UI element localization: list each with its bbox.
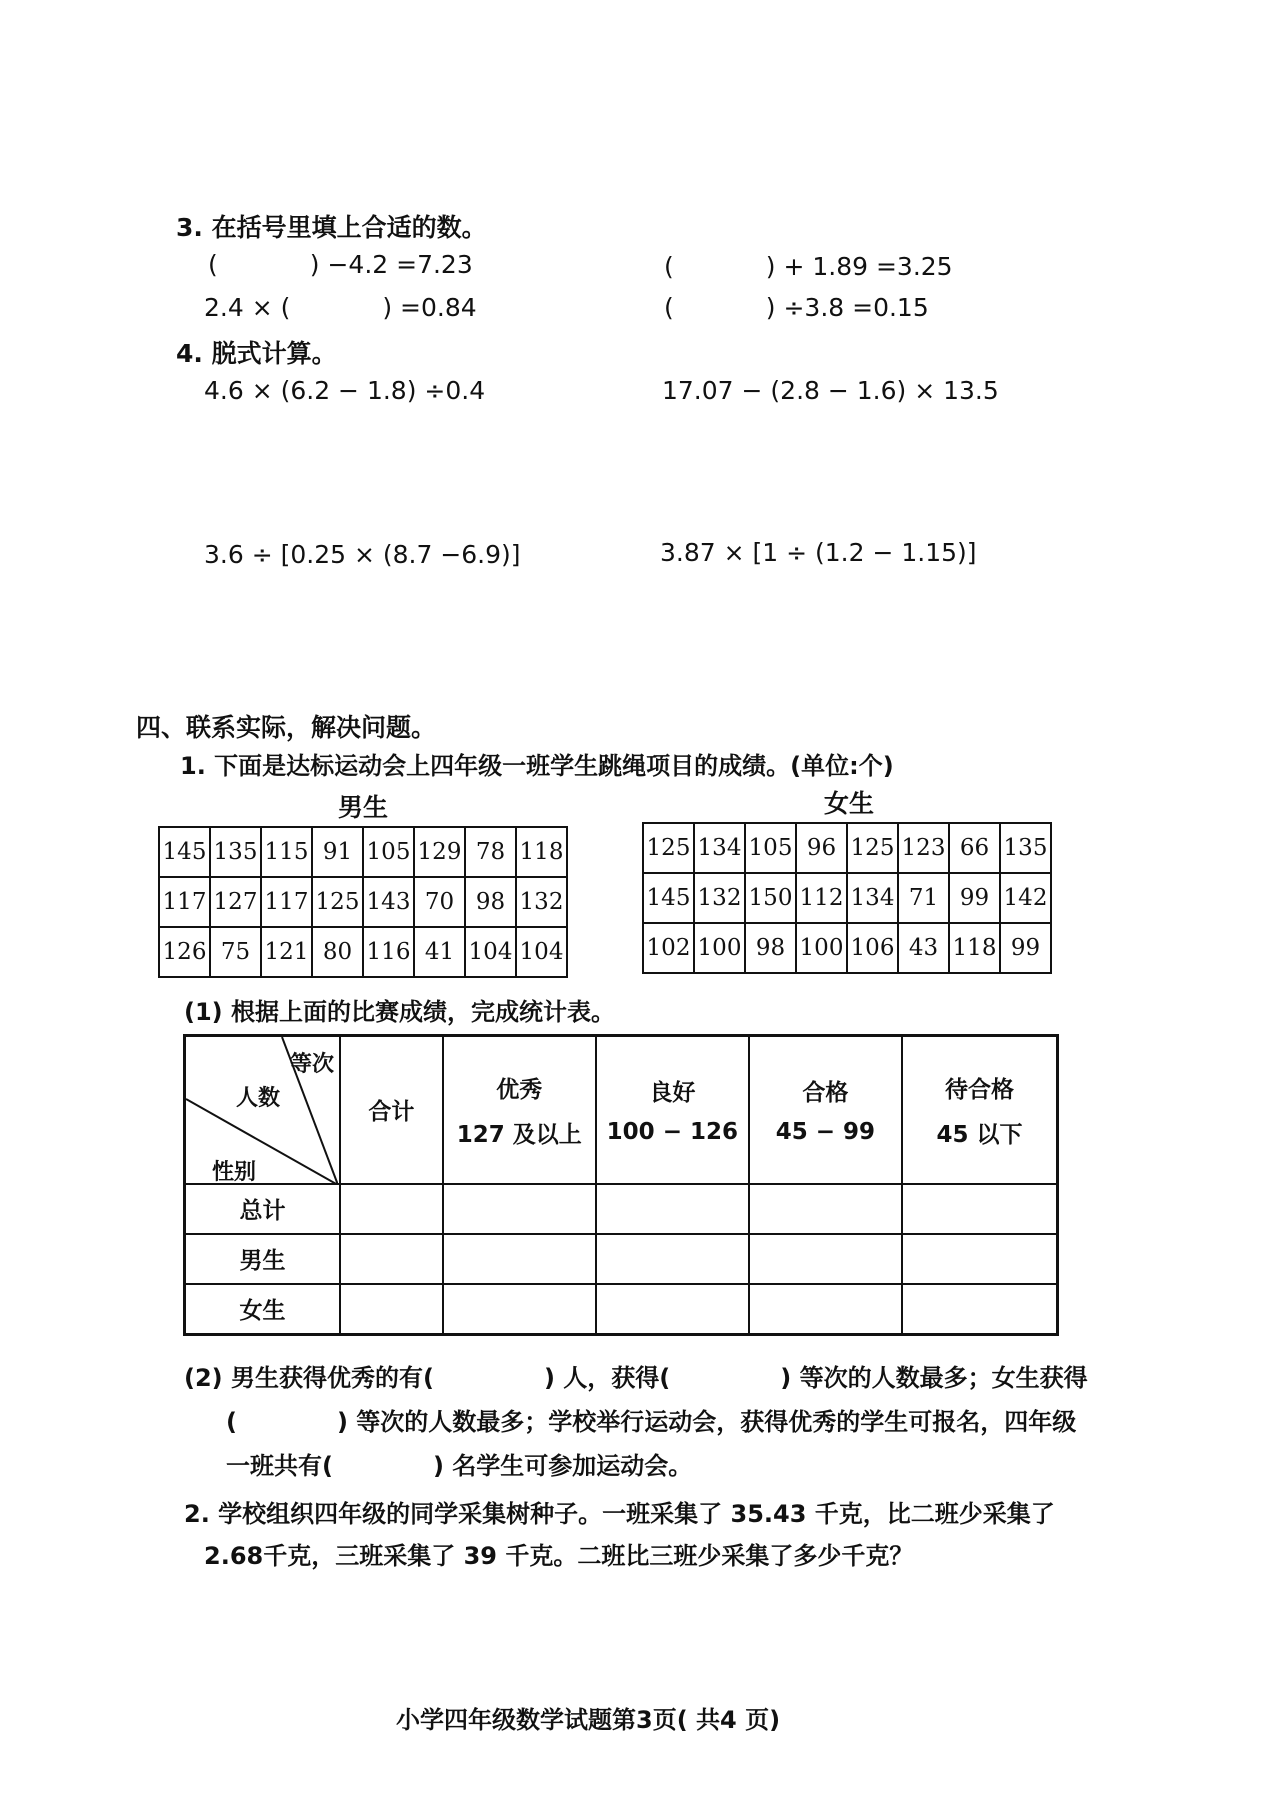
text: ) 等次的人数最多；学校举行运动会，获得优秀的学生可报名，四年级 (336, 1408, 1077, 1436)
answer-cell[interactable] (340, 1234, 443, 1284)
score-cell: 118 (949, 923, 1000, 973)
q4-expr-2: 17.07 − (2.8 − 1.6) × 13.5 (662, 376, 999, 405)
answer-cell[interactable] (749, 1234, 902, 1284)
score-cell: 121 (261, 927, 312, 977)
score-cell: 125 (847, 823, 898, 873)
col-name: 待合格 (944, 1076, 1014, 1103)
subquestion-1: (1) 根据上面的比赛成绩，完成统计表。 (184, 998, 615, 1026)
equation-rest: ) + 1.89 =3.25 (765, 252, 953, 281)
paren-open: ( (664, 252, 674, 281)
q4-expr-4: 3.87 × [1 ÷ (1.2 − 1.15)] (660, 538, 977, 567)
stat-row-boys (185, 1234, 1058, 1284)
score-cell: 125 (643, 823, 694, 873)
q4-expr-1: 4.6 × (6.2 − 1.8) ÷0.4 (204, 376, 486, 405)
score-cell: 80 (312, 927, 363, 977)
score-cell: 116 (363, 927, 414, 977)
score-cell: 70 (414, 877, 465, 927)
score-cell: 134 (694, 823, 745, 873)
answer-cell[interactable] (902, 1234, 1058, 1284)
equation-rest: ) ÷3.8 =0.15 (765, 293, 929, 322)
col-name: 良好 (649, 1080, 696, 1107)
q4-title: 4. 脱式计算。 (176, 339, 337, 368)
answer-cell[interactable] (749, 1284, 902, 1335)
answer-cell[interactable] (749, 1184, 902, 1234)
equation-prefix: 2.4 × ( (204, 293, 291, 322)
score-cell: 143 (363, 877, 414, 927)
col-range: 45 以下 (936, 1121, 1023, 1148)
score-cell: 78 (465, 827, 516, 877)
score-cell: 145 (643, 873, 694, 923)
score-cell: 105 (363, 827, 414, 877)
diag-label-level: 等次 (290, 1052, 335, 1077)
boys-label: 男生 (338, 793, 389, 822)
score-cell: 66 (949, 823, 1000, 873)
q4-expr-3: 3.6 ÷ [0.25 × (8.7 −6.9)] (204, 540, 521, 569)
col-range: 127 及以上 (456, 1121, 582, 1148)
equation-rest: ) −4.2 =7.23 (309, 250, 473, 279)
score-cell: 118 (516, 827, 567, 877)
score-cell: 145 (159, 827, 210, 877)
statistics-table (183, 1034, 1059, 1336)
stat-row-total (185, 1184, 1058, 1234)
score-cell: 98 (465, 877, 516, 927)
col-total-header: 合计 (340, 1036, 443, 1184)
score-cell: 129 (414, 827, 465, 877)
answer-cell[interactable] (340, 1284, 443, 1335)
answer-cell[interactable] (340, 1184, 443, 1234)
score-cell: 132 (516, 877, 567, 927)
girls-label: 女生 (824, 789, 875, 818)
text: 一班共有( (226, 1452, 333, 1480)
score-cell: 135 (210, 827, 261, 877)
problem1-intro: 1. 下面是达标运动会上四年级一班学生跳绳项目的成绩。(单位:个) (180, 752, 894, 780)
girls-score-table (642, 822, 1052, 974)
score-cell: 102 (643, 923, 694, 973)
score-row (159, 827, 567, 877)
score-cell: 112 (796, 873, 847, 923)
answer-cell[interactable] (596, 1234, 749, 1284)
score-cell: 91 (312, 827, 363, 877)
col-name: 优秀 (496, 1076, 543, 1103)
answer-cell[interactable] (443, 1284, 596, 1335)
q3-equation-4 (664, 293, 929, 322)
score-cell: 142 (1000, 873, 1051, 923)
problem2-line-1: 2. 学校组织四年级的同学采集树种子。一班采集了 35.43 千克，比二班少采集了 (184, 1500, 1055, 1528)
text: ) 人，获得( (543, 1364, 671, 1392)
row-label: 女生 (185, 1284, 341, 1335)
score-cell: 134 (847, 873, 898, 923)
boys-score-table (158, 826, 568, 978)
score-cell: 75 (210, 927, 261, 977)
score-cell: 117 (159, 877, 210, 927)
score-cell: 43 (898, 923, 949, 973)
score-cell: 104 (516, 927, 567, 977)
stat-row-girls (185, 1284, 1058, 1335)
q3-equation-3 (204, 293, 477, 322)
score-cell: 98 (745, 923, 796, 973)
text: (2) 男生获得优秀的有( (184, 1364, 434, 1392)
answer-cell[interactable] (443, 1184, 596, 1234)
subquestion-2-line-2 (226, 1402, 1076, 1437)
col-fail-header (902, 1036, 1058, 1184)
q3-equation-1 (208, 250, 473, 279)
score-cell: 41 (414, 927, 465, 977)
diag-label-count: 人数 (236, 1086, 281, 1111)
score-cell: 104 (465, 927, 516, 977)
score-cell: 71 (898, 873, 949, 923)
score-cell: 126 (159, 927, 210, 977)
col-excellent-header (443, 1036, 596, 1184)
text: ( (226, 1408, 237, 1436)
score-cell: 127 (210, 877, 261, 927)
score-cell: 117 (261, 877, 312, 927)
row-label: 男生 (185, 1234, 341, 1284)
answer-cell[interactable] (596, 1284, 749, 1335)
problem2-line-2: 2.68千克，三班采集了 39 千克。二班比三班少采集了多少千克？ (204, 1542, 914, 1570)
score-cell: 150 (745, 873, 796, 923)
diag-label-gender: 性别 (212, 1160, 257, 1185)
score-cell: 132 (694, 873, 745, 923)
page-footer: 小学四年级数学试题第3页( 共4 页) (396, 1706, 781, 1734)
score-cell: 125 (312, 877, 363, 927)
section4-title: 四、联系实际，解决问题。 (136, 713, 437, 742)
paren-open: ( (664, 293, 674, 322)
paren-open: ( (208, 250, 218, 279)
row-label: 总计 (185, 1184, 341, 1234)
answer-cell[interactable] (902, 1184, 1058, 1234)
score-cell: 99 (1000, 923, 1051, 973)
col-range: 100 − 126 (606, 1119, 738, 1146)
score-cell: 106 (847, 923, 898, 973)
text: ) 等次的人数最多；女生获得 (780, 1364, 1088, 1392)
score-cell: 123 (898, 823, 949, 873)
score-row (643, 923, 1051, 973)
score-cell: 135 (1000, 823, 1051, 873)
text: ) 名学生可参加运动会。 (432, 1452, 693, 1480)
col-name: 合格 (802, 1080, 849, 1107)
score-cell: 100 (694, 923, 745, 973)
score-cell: 99 (949, 873, 1000, 923)
col-range: 45 − 99 (775, 1119, 876, 1146)
diagonal-header-cell (185, 1036, 341, 1184)
score-row (643, 823, 1051, 873)
answer-cell[interactable] (596, 1184, 749, 1234)
q3-equation-2 (664, 252, 953, 281)
subquestion-2-line-1 (184, 1358, 1088, 1393)
equation-rest: ) =0.84 (382, 293, 477, 322)
score-cell: 115 (261, 827, 312, 877)
score-row (643, 873, 1051, 923)
score-row (159, 927, 567, 977)
answer-cell[interactable] (902, 1284, 1058, 1335)
answer-cell[interactable] (443, 1234, 596, 1284)
subquestion-2-line-3 (226, 1446, 692, 1481)
score-cell: 105 (745, 823, 796, 873)
score-cell: 96 (796, 823, 847, 873)
score-cell: 100 (796, 923, 847, 973)
col-good-header (596, 1036, 749, 1184)
q3-title: 3. 在括号里填上合适的数。 (176, 213, 487, 242)
col-pass-header (749, 1036, 902, 1184)
score-row (159, 877, 567, 927)
